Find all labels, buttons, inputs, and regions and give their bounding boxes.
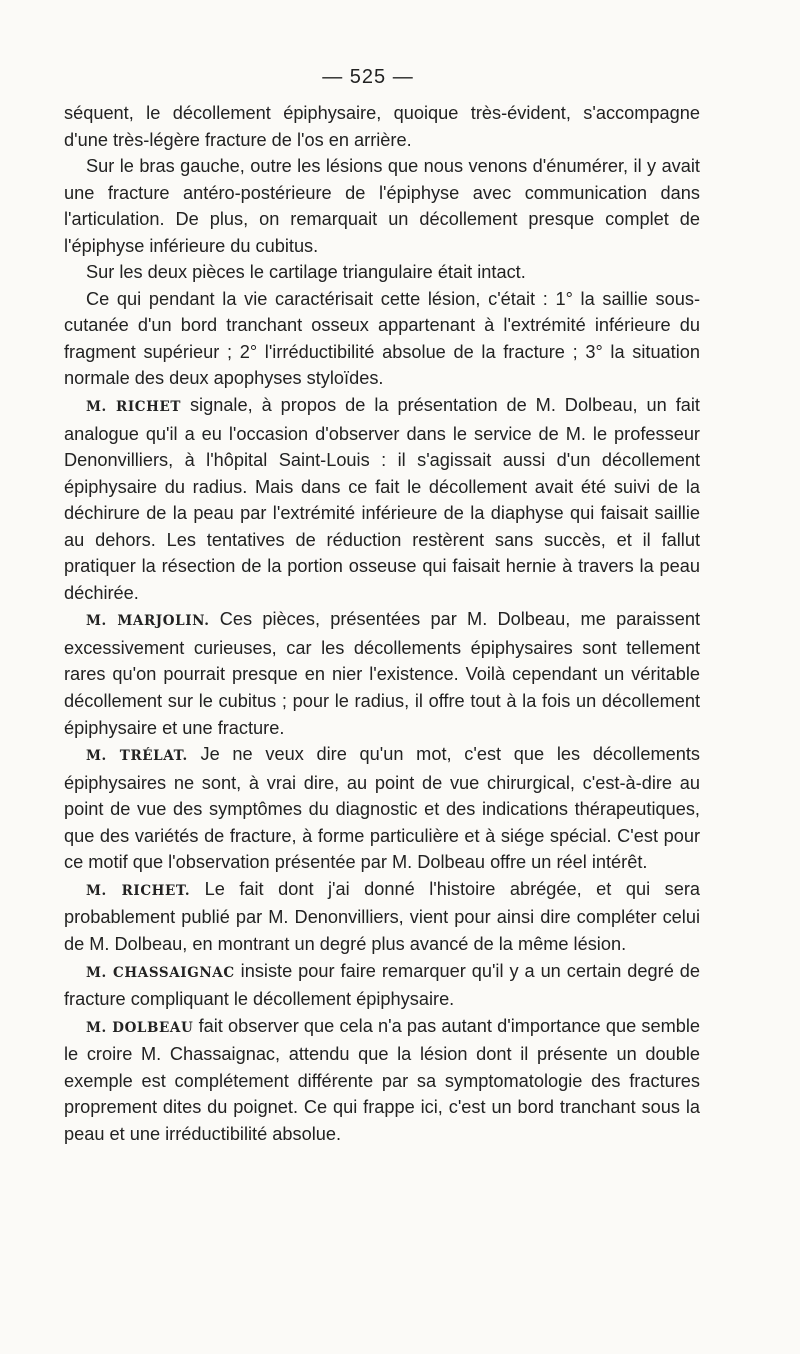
paragraph [64,153,700,259]
paragraph [64,286,700,392]
speaker-name: M. TRÉLAT. [86,748,188,765]
paragraph [64,1013,700,1148]
speaker-name: M. MARJOLIN. [86,613,210,630]
paragraph-text: signale, à propos de la présentation de M. Dolbeau, un fait analogue qu'il a eu l'occasion d'observer dans le service de M. le professeur Denonvilliers, à l'hôpital Saint-Louis : il s'agissait aussi d'un décollement épiphysaire du radius. Mais dans ce fait le décollement avait été suivi de la déchirure de la peau par l'extrémité inférieure de la diaphyse qui faisait saillie au dehors. Les tentatives de réduction restèrent sans succès, et il fallut pratiquer la résection de la portion osseuse qui faisait hernie à travers la peau déchirée. [64,395,700,603]
paragraph-text: Sur les deux pièces le cartilage triangulaire était intact. [86,262,526,283]
paragraph-text: insiste pour faire remarquer qu'il y a un certain degré de fracture compliquant le décollement épiphysaire. [64,960,701,1010]
paragraph-text: fait observer que cela n'a pas autant d'importance que semble le croire M. Chassaignac, attendu que la lésion dont il présente un double exemple est complétement différente par sa symptomatologie des fractures proprement dites du poignet. Ce qui frappe ici, c'est un bord tranchant sous la peau et une irréductibilité absolue. [64,1015,700,1144]
body-text [64,100,700,1147]
paragraph-text: Je ne veux dire qu'un mot, c'est que les décollements épiphysaires ne sont, à vrai dire, au point de vue chirurgical, c'est-à-dire au point de vue des symptômes du diagnostic et des indications thérapeutiques, que des variétés de fracture, à forme particulière et à siége spécial. C'est pour ce motif que l'observation présentée par M. Dolbeau offre un réel intérêt. [64,744,700,873]
paragraph-text: séquent, le décollement épiphysaire, quoique très-évident, s'accompagne d'une très-légère fracture de l'os en arrière. [64,103,700,150]
paragraph-text: Ces pièces, présentées par M. Dolbeau, me paraissent excessivement curieuses, car les décollements épiphysaires sont tellement rares qu'on pourrait presque en nier l'existence. Voilà cependant un véritable décollement sur le cubitus ; pour le radius, il offre tout à la fois un décollement épiphysaire et une fracture. [64,609,700,738]
paragraph-text: Le fait dont j'ai donné l'histoire abrégée, et qui sera probablement publié par M. Denonvilliers, vient pour ainsi dire compléter celui de M. Dolbeau, en montrant un degré plus avancé de la même lésion. [64,878,700,954]
speaker-name: M. RICHET. [86,882,191,899]
paragraph [64,876,700,958]
paragraph [64,741,700,876]
paragraph-text: Ce qui pendant la vie caractérisait cette lésion, c'était : 1° la saillie sous-cutanée d'un bord tranchant osseux appartenant à l'extrémité inférieure du fragment supérieur ; 2° l'irréductibilité absolue de la fracture ; 3° la situation normale des deux apophyses styloïdes. [64,288,700,389]
paragraph [64,259,700,286]
paragraph [64,100,700,153]
paragraph [64,392,700,606]
paragraph-text: Sur le bras gauche, outre les lésions que nous venons d'énumérer, il y avait une fracture antéro-postérieure de l'épiphyse avec communication dans l'articulation. De plus, on remarquait un décollement presque complet de l'épiphyse inférieure du cubitus. [64,156,700,256]
paragraph [64,606,700,741]
speaker-name: M. DOLBEAU [86,1019,194,1036]
paragraph [64,958,700,1013]
speaker-name: M. RICHET [86,399,181,416]
page-number: — 525 — [322,66,414,88]
speaker-name: M. CHASSAIGNAC [86,964,235,981]
